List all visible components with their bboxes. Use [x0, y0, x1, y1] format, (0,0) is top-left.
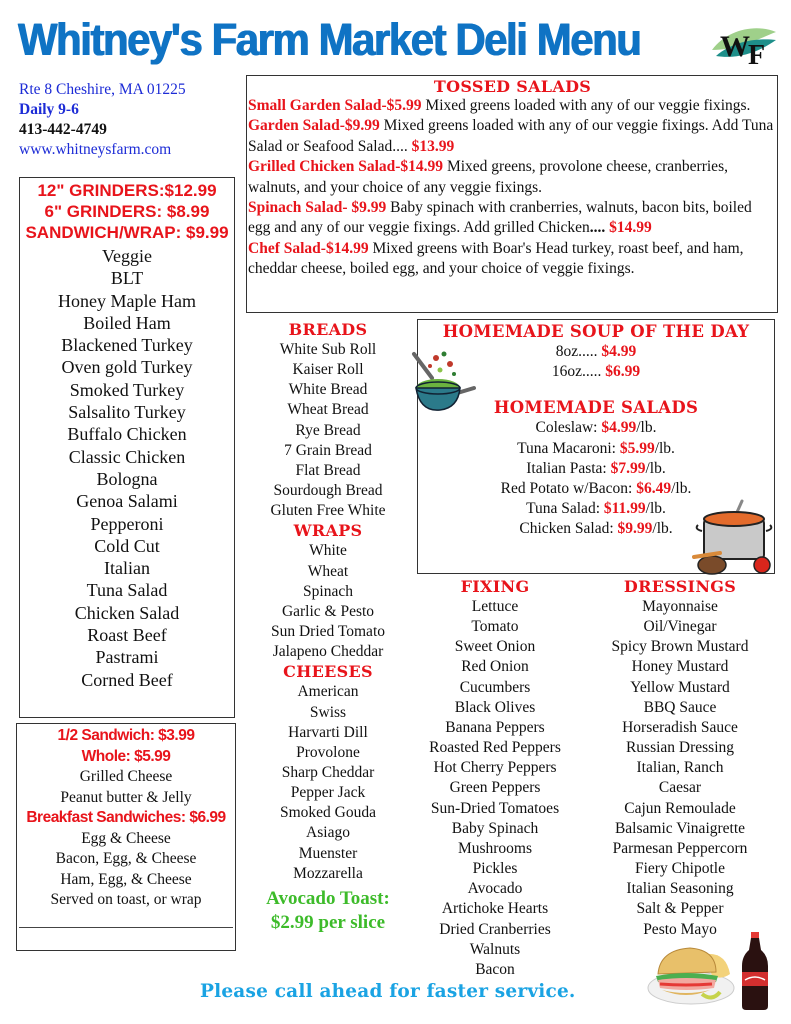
list-item: Cucumbers	[459, 678, 531, 696]
list-item: Spicy Brown Mustard	[611, 638, 749, 656]
homemade-salad-item: Italian Pasta: $7.99/lb.	[526, 459, 666, 477]
list-item: Pepperoni	[90, 513, 164, 534]
list-item: Harvarti Dill	[288, 723, 368, 741]
breads-wraps-cheeses-column	[246, 320, 410, 935]
list-item: Wheat	[307, 562, 349, 580]
served-note: Served on toast, or wrap	[50, 891, 202, 908]
phone-number[interactable]: 413-442-4749	[19, 121, 107, 138]
svg-text:F: F	[748, 40, 766, 68]
list-item: Russian Dressing	[625, 739, 735, 757]
list-item: Italian Seasoning	[626, 880, 734, 898]
list-item: Sun-Dried Tomatoes	[430, 799, 560, 817]
list-item: Asiago	[306, 824, 350, 842]
list-item: Tomato	[471, 618, 519, 636]
list-item: Garlic & Pesto	[281, 602, 375, 620]
list-item: Roasted Red Peppers	[429, 739, 561, 757]
list-item: Mozzarella	[293, 864, 363, 882]
list-item: Peanut butter & Jelly	[60, 788, 192, 806]
list-item: Artichoke Hearts	[441, 900, 549, 918]
list-item: Genoa Salami	[76, 491, 178, 512]
list-item: Sharp Cheddar	[281, 763, 375, 781]
list-item: Black Olives	[454, 698, 536, 716]
list-item: White Sub Roll	[279, 341, 377, 358]
avocado-toast: Avocado Toast: $2.99 per slice	[266, 887, 390, 933]
list-item: White Bread	[288, 381, 368, 399]
list-item: Oven gold Turkey	[61, 357, 193, 378]
list-item: Yellow Mustard	[630, 678, 730, 696]
list-item: Flat Bread	[295, 461, 361, 479]
section-heading: CHEESES	[283, 662, 373, 682]
homemade-salad-item: Tuna Salad: $11.99/lb.	[526, 500, 666, 518]
list-item: Pickles	[472, 860, 518, 878]
list-item: Pepper Jack	[290, 784, 366, 802]
half-sandwich-box	[16, 723, 236, 951]
svg-text:W: W	[720, 30, 750, 63]
list-item: Mayonnaise	[642, 598, 718, 615]
list-item: Spinach	[303, 582, 353, 600]
list-item: Tuna Salad	[86, 580, 168, 601]
list-item: Honey Maple Ham	[58, 290, 196, 311]
breakfast-sandwich-price: Breakfast Sandwiches: $6.99	[26, 809, 226, 826]
grinder-6-price: 6" GRINDERS: $8.99	[44, 202, 210, 221]
list-item: Caesar	[658, 779, 702, 797]
list-item: Fiery Chipotle	[635, 860, 725, 878]
salad-item: Small Garden Salad-$5.99 Mixed greens loaded with any of our veggie fixings.	[248, 97, 751, 114]
section-heading: BREADS	[288, 320, 368, 339]
hours: Daily 9-6	[19, 101, 79, 118]
section-heading: TOSSED SALADS	[433, 77, 592, 96]
section-heading: FIXING	[460, 577, 530, 596]
homemade-salad-item: Coleslaw: $4.99/lb.	[535, 419, 657, 437]
address: Rte 8 Cheshire, MA 01225	[19, 81, 186, 98]
list-item: Jalapeno Cheddar	[272, 643, 384, 661]
soup-pot-icon	[690, 497, 775, 579]
grinder-12-price: 12" GRINDERS:$12.99	[37, 181, 217, 200]
sandwich-wrap-price: SANDWICH/WRAP: $9.99	[25, 223, 229, 242]
list-item: Provolone	[296, 743, 360, 761]
dressings-column	[590, 577, 770, 940]
list-item: Italian	[104, 558, 150, 579]
section-heading: HOMEMADE SOUP OF THE DAY	[442, 322, 750, 341]
contact-info	[19, 80, 186, 160]
breads-list	[246, 340, 410, 521]
list-item: Veggie	[102, 246, 152, 266]
homemade-salad-item: Tuna Macaroni: $5.99/lb.	[517, 439, 675, 457]
list-item: Muenster	[298, 844, 358, 862]
soup-size: 8oz..... $4.99	[555, 343, 637, 360]
leaf-logo-icon	[710, 20, 778, 68]
sandwich-plate-image	[646, 940, 736, 1006]
salad-item: Chef Salad-$14.99 Mixed greens with Boar's Head turkey, roast beef, and ham, cheddar cheese, boiled egg, and your choice of veggie fixings.	[248, 239, 744, 278]
website-link[interactable]: www.whitneysfarm.com	[19, 141, 172, 158]
grinders-box	[19, 177, 235, 718]
list-item: Bacon, Egg, & Cheese	[55, 850, 197, 867]
list-item: Smoked Gouda	[279, 804, 376, 822]
soup-size: 16oz..... $6.99	[551, 363, 641, 381]
list-item: Gluten Free White	[270, 502, 386, 520]
list-item: Green Peppers	[449, 779, 541, 797]
list-item: Lettuce	[471, 598, 519, 615]
list-item: Avocado	[467, 880, 523, 898]
list-item: Classic Chicken	[68, 446, 186, 467]
list-item: 7 Grain Bread	[284, 441, 372, 459]
list-item: Wheat Bread	[287, 401, 369, 419]
section-heading: DRESSINGS	[623, 577, 737, 596]
list-item: White	[309, 542, 347, 560]
list-item: Mushrooms	[457, 839, 533, 857]
list-item: Walnuts	[469, 940, 521, 958]
list-item: Baby Spinach	[451, 819, 539, 837]
list-item: Smoked Turkey	[69, 379, 185, 400]
list-item: Cajun Remoulade	[624, 799, 736, 817]
list-item: Pastrami	[95, 647, 159, 668]
fixing-list	[412, 597, 578, 980]
divider	[19, 927, 233, 928]
soda-bottle-image	[740, 932, 770, 1010]
list-item: Buffalo Chicken	[67, 424, 187, 445]
tossed-salads-box	[246, 75, 778, 313]
list-item: Sun Dried Tomato	[270, 623, 385, 641]
fixing-column	[412, 577, 578, 980]
list-item: Rye Bread	[295, 421, 361, 439]
section-heading: WRAPS	[293, 521, 363, 541]
list-item: Kaiser Roll	[292, 361, 364, 379]
list-item: American	[297, 683, 359, 701]
salad-item: Spinach Salad- $9.99 Baby spinach with cranberries, walnuts, bacon bits, boiled egg and any of our veggie fixings. Add grilled Chicken.... $14.99	[248, 199, 752, 237]
list-item: BLT	[110, 268, 144, 289]
list-item: Balsamic Vinaigrette	[614, 819, 746, 837]
cheeses-list	[246, 682, 410, 884]
list-item: Banana Peppers	[445, 718, 545, 736]
list-item: Bologna	[96, 468, 158, 489]
list-item: Italian, Ranch	[636, 759, 724, 777]
whole-sandwich-price: Whole: $5.99	[81, 747, 171, 765]
list-item: Dried Cranberries	[439, 920, 551, 938]
list-item: Parmesan Peppercorn	[612, 839, 748, 857]
list-item: Salsalito Turkey	[68, 402, 186, 423]
list-item: Ham, Egg, & Cheese	[60, 870, 192, 888]
list-item: BBQ Sauce	[643, 698, 717, 716]
list-item: Sweet Onion	[454, 638, 536, 656]
list-item: Bacon	[475, 960, 515, 978]
list-item: Horseradish Sauce	[622, 718, 738, 736]
call-ahead-note: Please call ahead for faster service.	[200, 981, 576, 1002]
homemade-salad-item: Chicken Salad: $9.99/lb.	[519, 520, 673, 538]
section-heading: HOMEMADE SALADS	[493, 398, 699, 418]
list-item: Chicken Salad	[74, 602, 180, 623]
salad-item: Garden Salad-$9.99 Mixed greens loaded with any of our veggie fixings. Add Tuna Salad or Seafood Salad.... $13.99	[248, 117, 774, 155]
half-sandwich-price: 1/2 Sandwich: $3.99	[57, 727, 195, 744]
list-item: Hot Cherry Peppers	[433, 759, 557, 777]
list-item: Corned Beef	[81, 669, 173, 690]
list-item: Cold Cut	[94, 535, 160, 556]
list-item: Red Onion	[461, 658, 529, 676]
list-item: Blackened Turkey	[61, 335, 193, 356]
list-item: Egg & Cheese	[81, 829, 171, 847]
list-item: Oil/Vinegar	[643, 618, 717, 636]
homemade-salad-item: Red Potato w/Bacon: $6.49/lb.	[500, 480, 692, 498]
list-item: Swiss	[309, 703, 347, 721]
list-item: Grilled Cheese	[79, 768, 173, 785]
list-item: Pesto Mayo	[643, 920, 717, 938]
dressings-list	[590, 597, 770, 940]
list-item: Honey Mustard	[631, 658, 729, 676]
salad-item: Grilled Chicken Salad-$14.99 Mixed greens, provolone cheese, cranberries, walnuts, and your choice of any veggie fixings.	[248, 158, 728, 196]
list-item: Boiled Ham	[83, 312, 171, 333]
list-item: Sourdough Bread	[273, 482, 383, 500]
wraps-list	[246, 541, 410, 662]
list-item: Salt & Pepper	[636, 900, 724, 918]
list-item: Roast Beef	[87, 625, 167, 646]
salad-bowl-icon	[410, 348, 478, 414]
grinder-list	[20, 245, 234, 691]
menu-title: Whitney's Farm Market Deli Menu	[18, 14, 641, 65]
